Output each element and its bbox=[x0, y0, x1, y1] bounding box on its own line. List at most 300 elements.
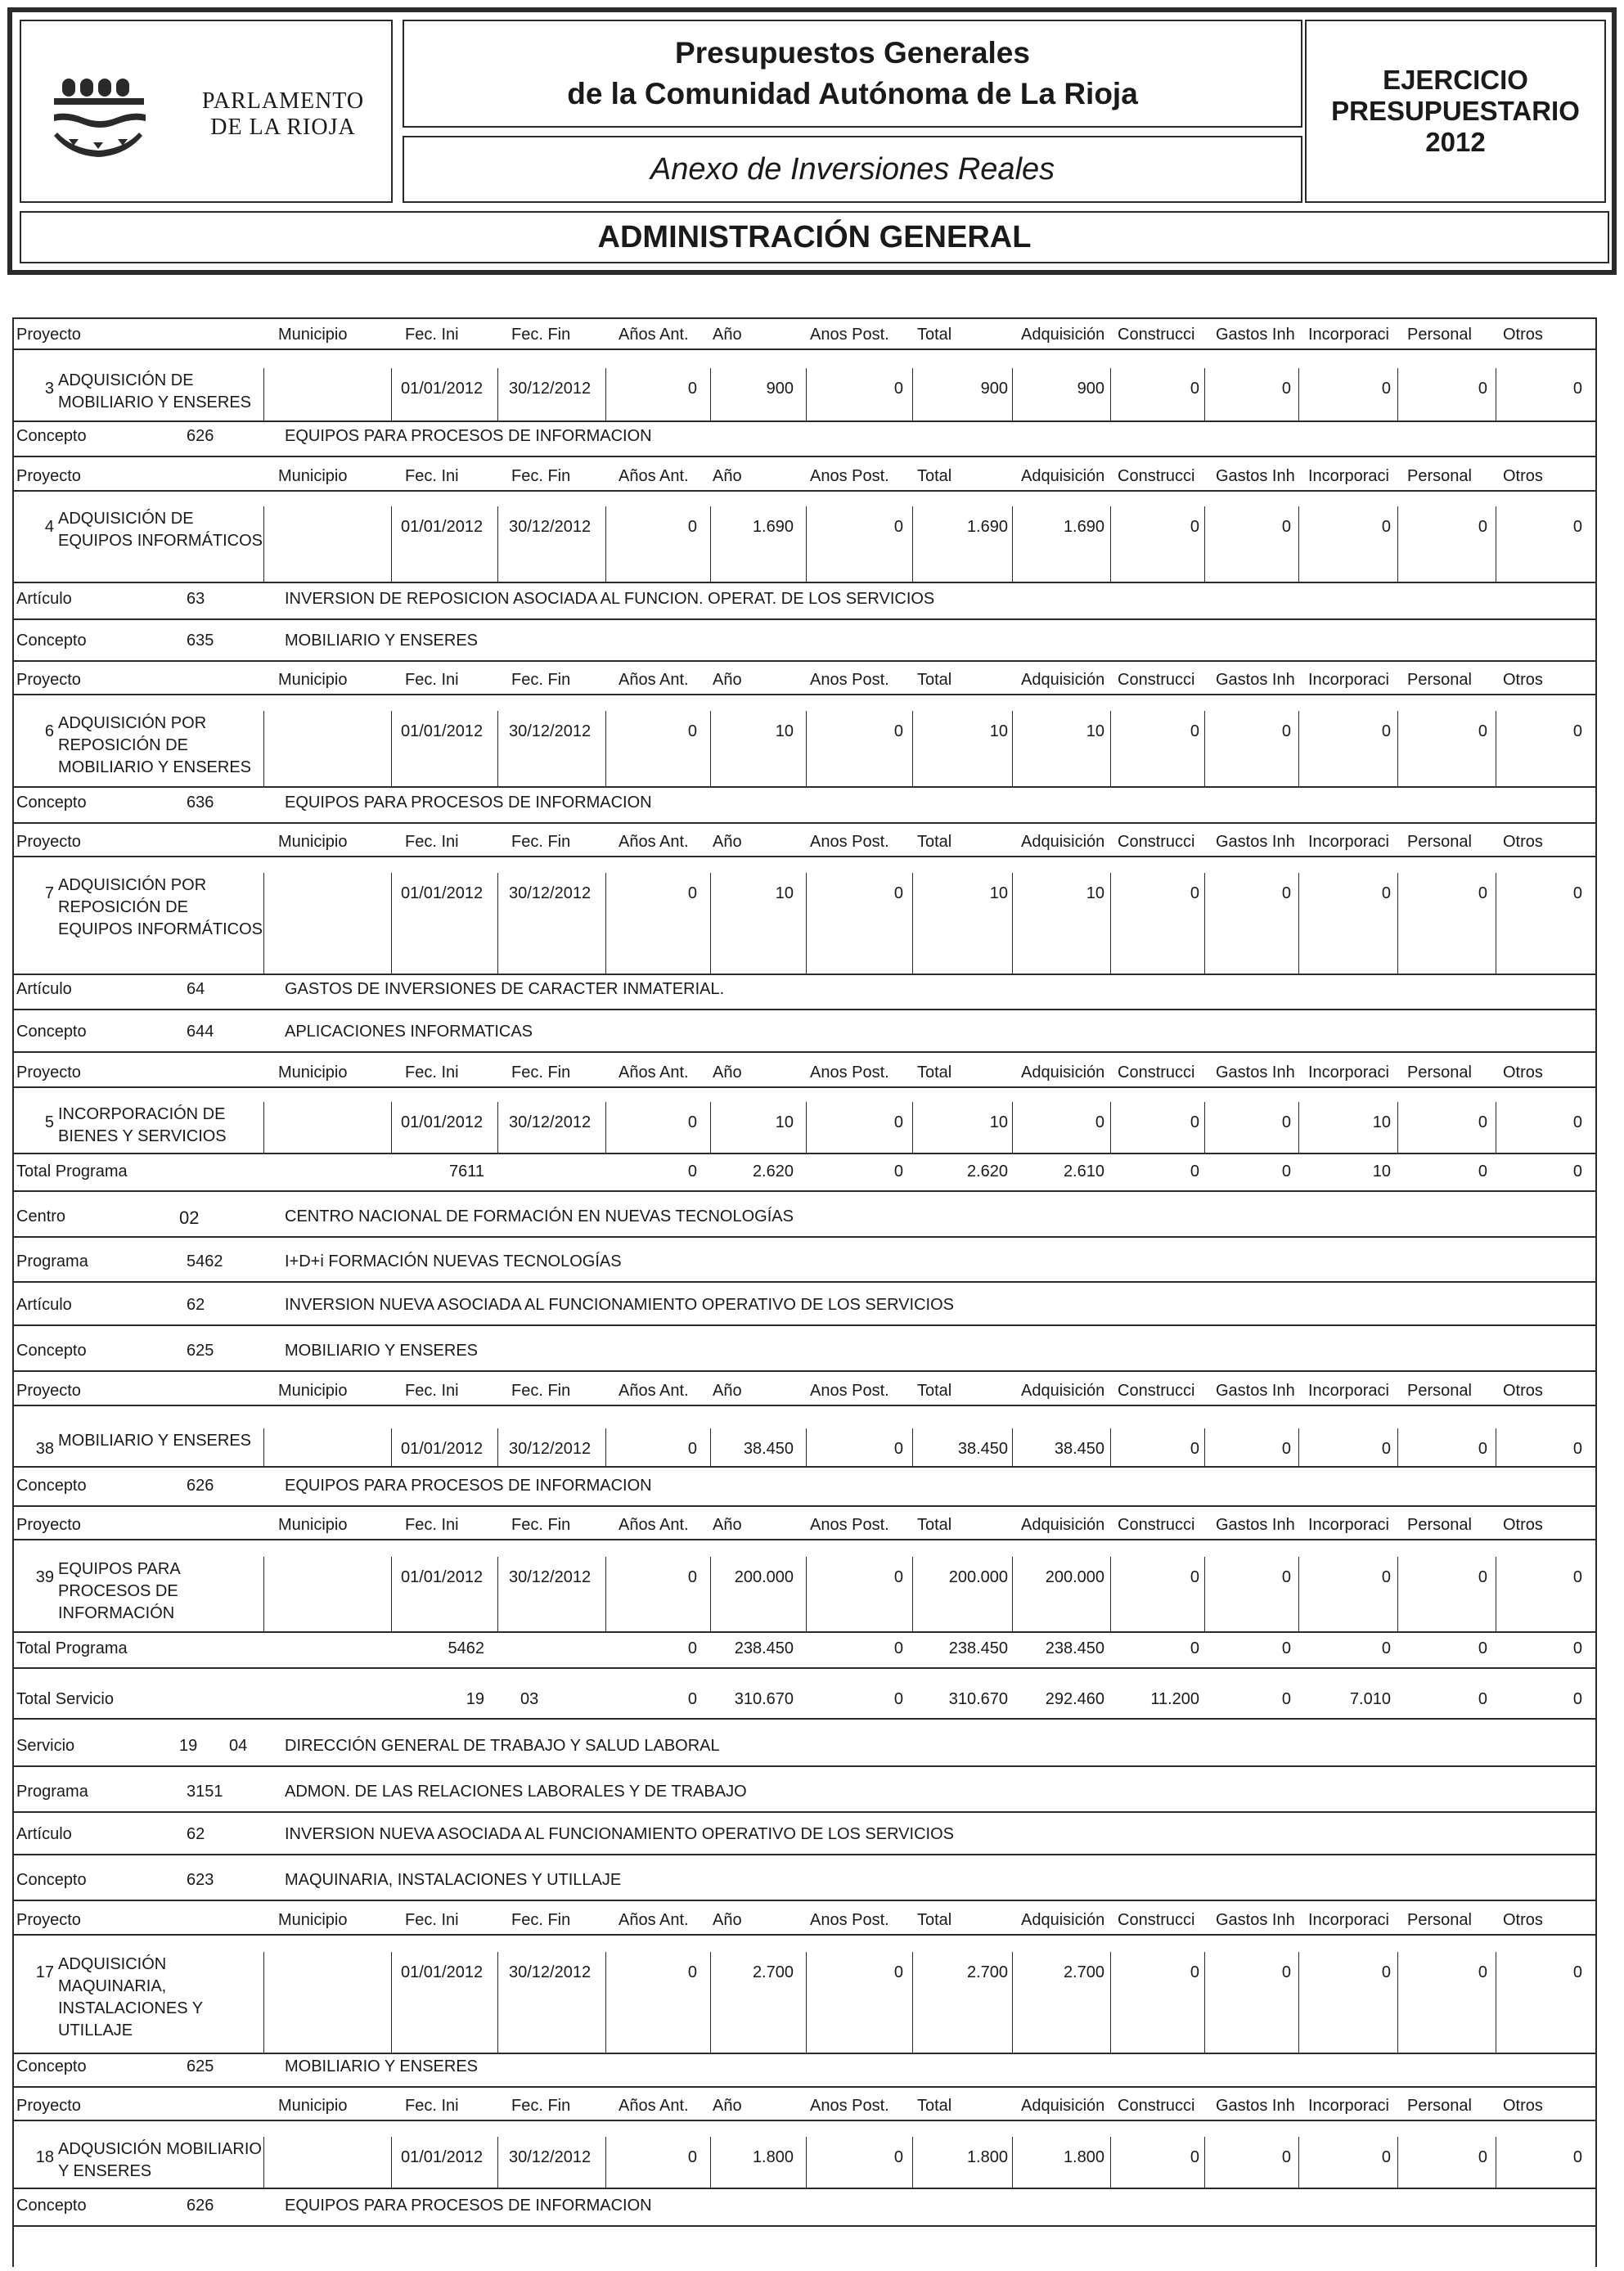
column-header: Incorporaci bbox=[1308, 2097, 1389, 2115]
cell-divider bbox=[497, 368, 498, 420]
hierarchy-code: 625 bbox=[187, 2057, 214, 2075]
cell-divider bbox=[391, 1428, 392, 1466]
column-header: Incorporaci bbox=[1308, 467, 1389, 485]
total-post: 0 bbox=[893, 1690, 903, 1708]
hierarchy-description: INVERSION DE REPOSICION ASOCIADA AL FUNCION. OPERAT. DE LOS SERVICIOS bbox=[285, 590, 935, 608]
project-number: 6 bbox=[44, 722, 54, 740]
total-inc: 7.010 bbox=[1349, 1690, 1391, 1708]
cell-divider bbox=[1012, 2137, 1013, 2188]
hierarchy-level: Concepto bbox=[16, 794, 87, 812]
column-header: Adquisición bbox=[1021, 671, 1105, 689]
project-per: 0 bbox=[1478, 518, 1487, 536]
cell-divider bbox=[710, 1952, 711, 2053]
column-header: Incorporaci bbox=[1308, 1911, 1389, 1929]
column-header: Construcci bbox=[1118, 671, 1195, 689]
column-header: Proyecto bbox=[16, 1064, 81, 1082]
project-gi: 0 bbox=[1281, 518, 1291, 536]
column-header: Año bbox=[713, 671, 742, 689]
column-header: Adquisición bbox=[1021, 2097, 1105, 2115]
project-cons: 0 bbox=[1190, 884, 1199, 902]
hierarchy-subcode: 04 bbox=[229, 1737, 248, 1755]
cell-divider bbox=[263, 2137, 264, 2188]
project-start-date: 01/01/2012 bbox=[401, 1113, 484, 1131]
column-header: Años Ant. bbox=[619, 326, 689, 344]
project-ano: 900 bbox=[766, 380, 794, 398]
total-cons: 0 bbox=[1190, 1639, 1199, 1657]
project-end-date: 30/12/2012 bbox=[509, 1568, 592, 1586]
title-line2: de la Comunidad Autónoma de La Rioja bbox=[567, 77, 1138, 110]
column-header: Fec. Fin bbox=[511, 1064, 571, 1082]
total-adq: 292.460 bbox=[1045, 1690, 1104, 1708]
project-ano: 10 bbox=[775, 884, 794, 902]
cell-divider bbox=[912, 2137, 913, 2188]
column-header-divider bbox=[12, 2120, 1597, 2121]
column-header: Fec. Ini bbox=[405, 833, 459, 851]
row-divider bbox=[12, 1466, 1597, 1468]
column-header: Gastos Inh bbox=[1216, 467, 1295, 485]
column-header: Total bbox=[917, 326, 952, 344]
column-header-divider bbox=[12, 856, 1597, 857]
project-per: 0 bbox=[1478, 1440, 1487, 1458]
column-header: Año bbox=[713, 1064, 742, 1082]
column-header: Fec. Ini bbox=[405, 1911, 459, 1929]
project-ant: 0 bbox=[687, 884, 697, 902]
row-divider bbox=[12, 1236, 1597, 1238]
hierarchy-level: Concepto bbox=[16, 1023, 87, 1041]
cell-divider bbox=[497, 873, 498, 974]
cell-divider bbox=[391, 2137, 392, 2188]
cell-divider bbox=[1397, 711, 1398, 786]
total-ant: 0 bbox=[687, 1639, 697, 1657]
project-per: 0 bbox=[1478, 380, 1487, 398]
cell-divider bbox=[263, 1428, 264, 1466]
cell-divider bbox=[1298, 873, 1299, 974]
hierarchy-level: Concepto bbox=[16, 427, 87, 445]
project-ant: 0 bbox=[687, 722, 697, 740]
cell-divider bbox=[1204, 1102, 1205, 1153]
cell-divider bbox=[912, 1428, 913, 1466]
column-header: Otros bbox=[1503, 1516, 1543, 1534]
cell-divider bbox=[1204, 1952, 1205, 2053]
project-ano: 2.700 bbox=[752, 1963, 794, 1981]
column-header: Adquisición bbox=[1021, 326, 1105, 344]
row-divider bbox=[12, 2225, 1597, 2227]
cell-divider bbox=[1397, 368, 1398, 420]
hierarchy-code: 623 bbox=[187, 1871, 214, 1889]
column-header: Fec. Fin bbox=[511, 326, 571, 344]
cell-divider bbox=[1012, 1557, 1013, 1631]
row-divider bbox=[12, 1009, 1597, 1010]
column-header: Proyecto bbox=[16, 1516, 81, 1534]
project-total: 1.800 bbox=[966, 2148, 1008, 2166]
ejercicio-line1: EJERCICIO bbox=[1383, 65, 1528, 95]
section-title bbox=[20, 211, 1609, 263]
project-start-date: 01/01/2012 bbox=[401, 518, 484, 536]
project-cons: 0 bbox=[1190, 1568, 1199, 1586]
project-cons: 0 bbox=[1190, 2148, 1199, 2166]
column-header: Total bbox=[917, 833, 952, 851]
project-number: 4 bbox=[44, 518, 54, 536]
column-header: Incorporaci bbox=[1308, 833, 1389, 851]
project-otr: 0 bbox=[1572, 518, 1582, 536]
project-otr: 0 bbox=[1572, 2148, 1582, 2166]
cell-divider bbox=[1397, 1428, 1398, 1466]
column-header: Años Ant. bbox=[619, 1382, 689, 1400]
hierarchy-level: Concepto bbox=[16, 1342, 87, 1360]
section-title-text: ADMINISTRACIÓN GENERAL bbox=[597, 219, 1032, 254]
column-header: Proyecto bbox=[16, 1382, 81, 1400]
row-divider bbox=[12, 1854, 1597, 1855]
cell-divider bbox=[710, 1557, 711, 1631]
cell-divider bbox=[806, 1102, 807, 1153]
column-header: Adquisición bbox=[1021, 1911, 1105, 1929]
row-divider bbox=[12, 1667, 1597, 1669]
cell-divider bbox=[263, 1557, 264, 1631]
project-per: 0 bbox=[1478, 2148, 1487, 2166]
cell-divider bbox=[605, 1428, 606, 1466]
hierarchy-level: Concepto bbox=[16, 632, 87, 650]
hierarchy-level: Programa bbox=[16, 1783, 88, 1801]
project-start-date: 01/01/2012 bbox=[401, 884, 484, 902]
project-adq: 2.700 bbox=[1063, 1963, 1104, 1981]
project-total: 900 bbox=[980, 380, 1008, 398]
total-inc: 0 bbox=[1381, 1639, 1391, 1657]
cell-divider bbox=[912, 873, 913, 974]
cell-divider bbox=[1397, 2137, 1398, 2188]
project-start-date: 01/01/2012 bbox=[401, 2148, 484, 2166]
row-divider bbox=[12, 1811, 1597, 1813]
parliament-logo bbox=[51, 64, 157, 162]
total-code: 19 bbox=[466, 1690, 484, 1708]
project-cons: 0 bbox=[1190, 722, 1199, 740]
subtitle-text: Anexo de Inversiones Reales bbox=[650, 151, 1055, 187]
column-header: Construcci bbox=[1118, 1382, 1195, 1400]
cell-divider bbox=[605, 873, 606, 974]
project-name: ADQUISICIÓN POR REPOSICIÓN DE MOBILIARIO Y ENSERES bbox=[58, 714, 252, 776]
project-end-date: 30/12/2012 bbox=[509, 1440, 592, 1458]
total-per: 0 bbox=[1478, 1162, 1487, 1180]
project-ano: 1.690 bbox=[752, 518, 794, 536]
hierarchy-code: 635 bbox=[187, 632, 214, 650]
document-subtitle bbox=[403, 136, 1302, 203]
total-post: 0 bbox=[893, 1639, 903, 1657]
column-header: Otros bbox=[1503, 1911, 1543, 1929]
project-ant: 0 bbox=[687, 2148, 697, 2166]
hierarchy-code: 626 bbox=[187, 427, 214, 445]
project-inc: 0 bbox=[1381, 884, 1391, 902]
total-otr: 0 bbox=[1572, 1690, 1582, 1708]
project-inc: 0 bbox=[1381, 380, 1391, 398]
project-adq: 1.690 bbox=[1063, 518, 1104, 536]
hierarchy-description: ADMON. DE LAS RELACIONES LABORALES Y DE TRABAJO bbox=[285, 1783, 747, 1801]
cell-divider bbox=[1012, 711, 1013, 786]
column-header: Personal bbox=[1407, 2097, 1472, 2115]
project-ano: 38.450 bbox=[743, 1440, 794, 1458]
column-header: Total bbox=[917, 1064, 952, 1082]
column-header: Incorporaci bbox=[1308, 1382, 1389, 1400]
column-header: Gastos Inh bbox=[1216, 1516, 1295, 1534]
cell-divider bbox=[912, 1952, 913, 2053]
column-header: Gastos Inh bbox=[1216, 2097, 1295, 2115]
cell-divider bbox=[1110, 1952, 1111, 2053]
column-header: Municipio bbox=[278, 1911, 348, 1929]
cell-divider bbox=[710, 1428, 711, 1466]
project-end-date: 30/12/2012 bbox=[509, 722, 592, 740]
project-otr: 0 bbox=[1572, 1113, 1582, 1131]
column-header: Adquisición bbox=[1021, 467, 1105, 485]
row-divider bbox=[12, 1153, 1597, 1154]
column-header-divider bbox=[12, 1934, 1597, 1936]
cell-divider bbox=[605, 711, 606, 786]
row-divider bbox=[12, 420, 1597, 422]
column-header: Fec. Fin bbox=[511, 2097, 571, 2115]
column-header: Construcci bbox=[1118, 326, 1195, 344]
column-header: Fec. Ini bbox=[405, 1064, 459, 1082]
project-end-date: 30/12/2012 bbox=[509, 2148, 592, 2166]
cell-divider bbox=[1204, 506, 1205, 582]
project-ant: 0 bbox=[687, 1113, 697, 1131]
ejercicio-line2: PRESUPUESTARIO bbox=[1331, 96, 1580, 126]
column-header: Total bbox=[917, 1382, 952, 1400]
column-header: Incorporaci bbox=[1308, 326, 1389, 344]
project-end-date: 30/12/2012 bbox=[509, 884, 592, 902]
total-cons: 11.200 bbox=[1150, 1690, 1199, 1708]
cell-divider bbox=[1298, 1102, 1299, 1153]
column-header-divider bbox=[12, 1405, 1597, 1406]
cell-divider bbox=[1298, 506, 1299, 582]
total-ano: 238.450 bbox=[734, 1639, 794, 1657]
project-total: 10 bbox=[989, 1113, 1008, 1131]
project-post: 0 bbox=[893, 884, 903, 902]
row-divider bbox=[12, 2188, 1597, 2189]
column-header: Anos Post. bbox=[810, 833, 889, 851]
hierarchy-description: INVERSION NUEVA ASOCIADA AL FUNCIONAMIENTO OPERATIVO DE LOS SERVICIOS bbox=[285, 1296, 954, 1314]
column-header-divider bbox=[12, 490, 1597, 492]
column-header: Años Ant. bbox=[619, 671, 689, 689]
cell-divider bbox=[710, 2137, 711, 2188]
hierarchy-code: 62 bbox=[187, 1296, 205, 1314]
total-gi: 0 bbox=[1281, 1690, 1291, 1708]
hierarchy-level: Concepto bbox=[16, 2057, 87, 2075]
cell-divider bbox=[806, 1557, 807, 1631]
hierarchy-code: 636 bbox=[187, 794, 214, 812]
hierarchy-level: Concepto bbox=[16, 1477, 87, 1495]
project-name: ADQUISICIÓN DE EQUIPOS INFORMÁTICOS bbox=[58, 510, 263, 550]
project-cons: 0 bbox=[1190, 380, 1199, 398]
row-divider bbox=[12, 1190, 1597, 1192]
project-adq: 0 bbox=[1095, 1113, 1104, 1131]
column-header: Años Ant. bbox=[619, 1911, 689, 1929]
total-code: 5462 bbox=[448, 1639, 484, 1657]
column-header: Anos Post. bbox=[810, 1064, 889, 1082]
cell-divider bbox=[1397, 506, 1398, 582]
project-ano: 10 bbox=[775, 722, 794, 740]
project-total: 10 bbox=[989, 884, 1008, 902]
cell-divider bbox=[912, 711, 913, 786]
cell-divider bbox=[1110, 1428, 1111, 1466]
project-gi: 0 bbox=[1281, 1963, 1291, 1981]
column-header: Proyecto bbox=[16, 467, 81, 485]
project-inc: 0 bbox=[1381, 2148, 1391, 2166]
column-header: Construcci bbox=[1118, 1516, 1195, 1534]
cell-divider bbox=[497, 1102, 498, 1153]
fiscal-year-box bbox=[1305, 20, 1606, 203]
column-header: Año bbox=[713, 1382, 742, 1400]
hierarchy-level: Programa bbox=[16, 1252, 88, 1270]
cell-divider bbox=[391, 368, 392, 420]
column-header: Otros bbox=[1503, 1064, 1543, 1082]
cell-divider bbox=[1110, 368, 1111, 420]
cell-divider bbox=[1298, 711, 1299, 786]
hierarchy-level: Servicio bbox=[16, 1737, 75, 1755]
cell-divider bbox=[605, 2137, 606, 2188]
cell-divider bbox=[1298, 1428, 1299, 1466]
project-number: 3 bbox=[44, 380, 54, 398]
column-header-divider bbox=[12, 1539, 1597, 1540]
hierarchy-description: EQUIPOS PARA PROCESOS DE INFORMACION bbox=[285, 794, 652, 812]
cell-divider bbox=[1204, 1428, 1205, 1466]
column-header: Personal bbox=[1407, 1064, 1472, 1082]
column-header: Incorporaci bbox=[1308, 671, 1389, 689]
cell-divider bbox=[605, 1952, 606, 2053]
column-header: Municipio bbox=[278, 671, 348, 689]
project-otr: 0 bbox=[1572, 380, 1582, 398]
hierarchy-level: Concepto bbox=[16, 2197, 87, 2215]
cell-divider bbox=[1012, 1428, 1013, 1466]
hierarchy-code: 644 bbox=[187, 1023, 214, 1041]
column-header: Municipio bbox=[278, 326, 348, 344]
project-cons: 0 bbox=[1190, 1440, 1199, 1458]
cell-divider bbox=[710, 506, 711, 582]
column-header: Construcci bbox=[1118, 467, 1195, 485]
cell-divider bbox=[263, 368, 264, 420]
cell-divider bbox=[912, 368, 913, 420]
hierarchy-level: Concepto bbox=[16, 1871, 87, 1889]
project-ant: 0 bbox=[687, 1963, 697, 1981]
column-header: Proyecto bbox=[16, 1911, 81, 1929]
column-header: Personal bbox=[1407, 671, 1472, 689]
hierarchy-code: 02 bbox=[179, 1207, 200, 1228]
column-header: Adquisición bbox=[1021, 1382, 1105, 1400]
hierarchy-description: MOBILIARIO Y ENSERES bbox=[285, 1342, 479, 1360]
project-inc: 0 bbox=[1381, 722, 1391, 740]
project-adq: 1.800 bbox=[1063, 2148, 1104, 2166]
column-header: Fec. Fin bbox=[511, 1516, 571, 1534]
column-header: Municipio bbox=[278, 1064, 348, 1082]
document-title bbox=[403, 20, 1302, 128]
total-adq: 238.450 bbox=[1045, 1639, 1104, 1657]
project-name: ADQUISICIÓN DE MOBILIARIO Y ENSERES bbox=[58, 371, 252, 411]
cell-divider bbox=[1397, 1557, 1398, 1631]
column-header: Años Ant. bbox=[619, 467, 689, 485]
cell-divider bbox=[263, 1102, 264, 1153]
total-total: 2.620 bbox=[966, 1162, 1008, 1180]
project-number: 38 bbox=[35, 1440, 54, 1458]
column-header: Personal bbox=[1407, 1382, 1472, 1400]
total-ant: 0 bbox=[687, 1690, 697, 1708]
row-divider bbox=[12, 1631, 1597, 1633]
cell-divider bbox=[912, 506, 913, 582]
column-header: Total bbox=[917, 2097, 952, 2115]
total-otr: 0 bbox=[1572, 1639, 1582, 1657]
column-header: Adquisición bbox=[1021, 1516, 1105, 1534]
row-divider bbox=[12, 1505, 1597, 1507]
column-header: Año bbox=[713, 833, 742, 851]
hierarchy-level: Artículo bbox=[16, 1296, 72, 1314]
column-header: Personal bbox=[1407, 1911, 1472, 1929]
project-post: 0 bbox=[893, 1113, 903, 1131]
hierarchy-description: MAQUINARIA, INSTALACIONES Y UTILLAJE bbox=[285, 1871, 622, 1889]
cell-divider bbox=[1204, 711, 1205, 786]
row-divider bbox=[12, 456, 1597, 457]
column-header: Año bbox=[713, 1911, 742, 1929]
project-name: ADQUISICIÓN MAQUINARIA, INSTALACIONES Y UTILLAJE bbox=[58, 1955, 203, 2039]
project-number: 17 bbox=[35, 1963, 54, 1981]
cell-divider bbox=[806, 1952, 807, 2053]
column-header: Incorporaci bbox=[1308, 1064, 1389, 1082]
project-inc: 0 bbox=[1381, 1963, 1391, 1981]
cell-divider bbox=[912, 1557, 913, 1631]
cell-divider bbox=[710, 368, 711, 420]
org-name-line2: DE LA RIOJA bbox=[210, 115, 356, 140]
project-gi: 0 bbox=[1281, 1113, 1291, 1131]
column-header: Proyecto bbox=[16, 326, 81, 344]
cell-divider bbox=[1298, 2137, 1299, 2188]
logo-box bbox=[20, 20, 393, 203]
project-start-date: 01/01/2012 bbox=[401, 1963, 484, 1981]
project-ano: 200.000 bbox=[734, 1568, 794, 1586]
cell-divider bbox=[1204, 2137, 1205, 2188]
hierarchy-description: CENTRO NACIONAL DE FORMACIÓN EN NUEVAS TECNOLOGÍAS bbox=[285, 1207, 794, 1225]
total-label: Total Programa bbox=[16, 1162, 128, 1180]
hierarchy-code: 63 bbox=[187, 590, 205, 608]
column-header: Años Ant. bbox=[619, 833, 689, 851]
project-total: 38.450 bbox=[957, 1440, 1008, 1458]
column-header: Construcci bbox=[1118, 833, 1195, 851]
column-header: Fec. Ini bbox=[405, 2097, 459, 2115]
project-adq: 900 bbox=[1077, 380, 1104, 398]
column-header: Total bbox=[917, 467, 952, 485]
project-cons: 0 bbox=[1190, 1113, 1199, 1131]
column-header: Construcci bbox=[1118, 2097, 1195, 2115]
cell-divider bbox=[1012, 506, 1013, 582]
cell-divider bbox=[391, 1557, 392, 1631]
cell-divider bbox=[1298, 1557, 1299, 1631]
row-divider bbox=[12, 1718, 1597, 1720]
cell-divider bbox=[1012, 1952, 1013, 2053]
cell-divider bbox=[1298, 368, 1299, 420]
ejercicio-year: 2012 bbox=[1425, 127, 1486, 157]
project-per: 0 bbox=[1478, 1963, 1487, 1981]
total-post: 0 bbox=[893, 1162, 903, 1180]
cell-divider bbox=[1397, 873, 1398, 974]
hierarchy-code: 625 bbox=[187, 1342, 214, 1360]
hierarchy-code: 19 bbox=[179, 1737, 198, 1755]
row-divider bbox=[12, 660, 1597, 662]
cell-divider bbox=[806, 873, 807, 974]
total-gi: 0 bbox=[1281, 1162, 1291, 1180]
column-header: Año bbox=[713, 326, 742, 344]
total-gi: 0 bbox=[1281, 1639, 1291, 1657]
project-otr: 0 bbox=[1572, 1963, 1582, 1981]
cell-divider bbox=[497, 711, 498, 786]
row-divider bbox=[12, 1281, 1597, 1283]
row-divider bbox=[12, 1765, 1597, 1767]
project-total: 1.690 bbox=[966, 518, 1008, 536]
project-end-date: 30/12/2012 bbox=[509, 518, 592, 536]
project-name: EQUIPOS PARA PROCESOS DE INFORMACIÓN bbox=[58, 1560, 180, 1622]
hierarchy-description: GASTOS DE INVERSIONES DE CARACTER INMATERIAL. bbox=[285, 980, 725, 998]
